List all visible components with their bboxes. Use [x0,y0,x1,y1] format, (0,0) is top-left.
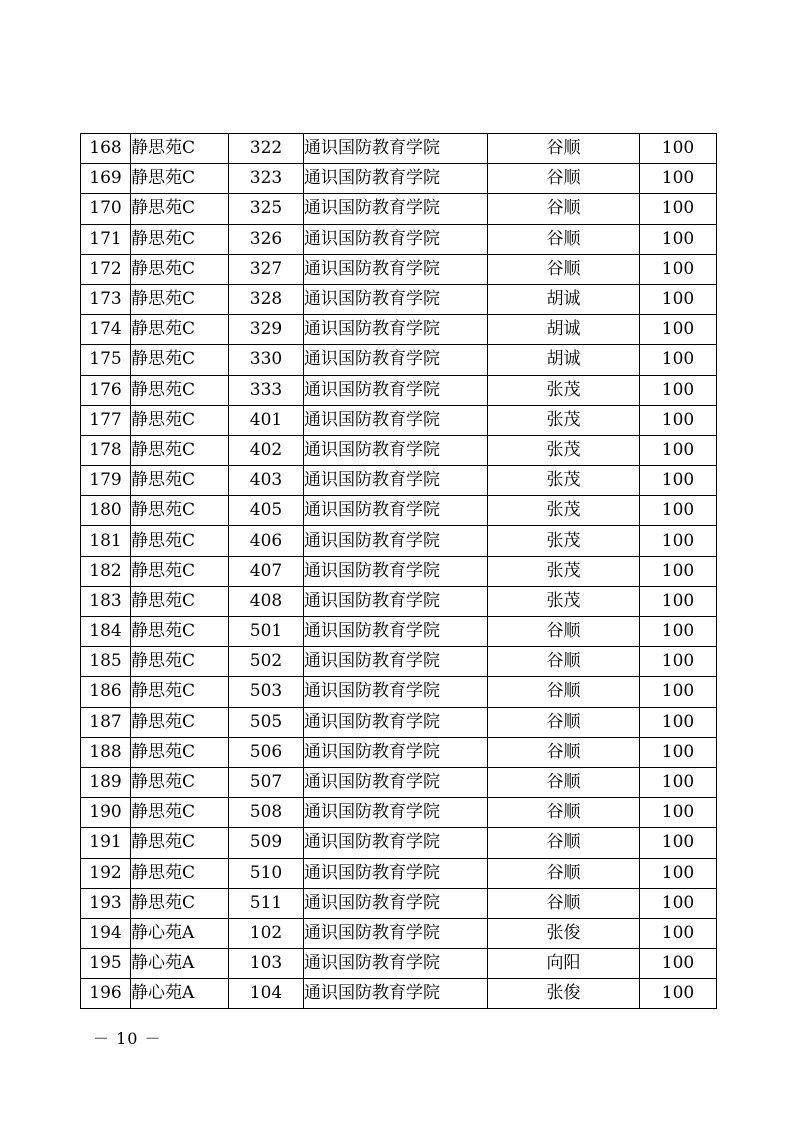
room-number-cell: 511 [229,888,304,918]
inspector-name-cell: 谷顺 [488,798,640,828]
room-number-cell: 103 [229,949,304,979]
score-cell: 100 [640,194,717,224]
building-cell: 静思苑C [131,526,229,556]
score-cell: 100 [640,647,717,677]
score-cell: 100 [640,918,717,948]
building-cell: 静思苑C [131,435,229,465]
building-cell: 静思苑C [131,798,229,828]
building-cell: 静思苑C [131,586,229,616]
inspector-name-cell: 谷顺 [488,647,640,677]
inspector-name-cell: 张茂 [488,496,640,526]
inspector-name-cell: 谷顺 [488,224,640,254]
building-cell: 静思苑C [131,164,229,194]
table-row [81,315,717,345]
building-cell: 静思苑C [131,647,229,677]
room-number-cell: 326 [229,224,304,254]
inspector-name-cell: 谷顺 [488,194,640,224]
table-row [81,194,717,224]
score-cell: 100 [640,134,717,164]
room-number-cell: 329 [229,315,304,345]
college-cell: 通识国防教育学院 [304,134,488,164]
row-index-cell: 191 [81,828,131,858]
room-number-cell: 102 [229,918,304,948]
room-number-cell: 503 [229,677,304,707]
building-cell: 静思苑C [131,224,229,254]
table-row [81,435,717,465]
score-cell: 100 [640,949,717,979]
room-number-cell: 506 [229,737,304,767]
inspector-name-cell: 张茂 [488,375,640,405]
row-index-cell: 194 [81,918,131,948]
inspector-name-cell: 谷顺 [488,677,640,707]
score-cell: 100 [640,496,717,526]
table-row [81,949,717,979]
building-cell: 静思苑C [131,556,229,586]
score-cell: 100 [640,254,717,284]
room-number-cell: 509 [229,828,304,858]
table-row [81,888,717,918]
table-row [81,164,717,194]
row-index-cell: 192 [81,858,131,888]
table-row [81,375,717,405]
row-index-cell: 189 [81,767,131,797]
score-cell: 100 [640,466,717,496]
college-cell: 通识国防教育学院 [304,828,488,858]
row-index-cell: 187 [81,707,131,737]
room-number-cell: 333 [229,375,304,405]
row-index-cell: 175 [81,345,131,375]
table-row [81,134,717,164]
college-cell: 通识国防教育学院 [304,586,488,616]
inspector-name-cell: 胡诚 [488,315,640,345]
room-number-cell: 508 [229,798,304,828]
room-number-cell: 402 [229,435,304,465]
college-cell: 通识国防教育学院 [304,888,488,918]
building-cell: 静思苑C [131,617,229,647]
building-cell: 静思苑C [131,345,229,375]
building-cell: 静心苑A [131,918,229,948]
inspector-name-cell: 张茂 [488,526,640,556]
room-number-cell: 405 [229,496,304,526]
inspector-name-cell: 张俊 [488,918,640,948]
building-cell: 静思苑C [131,315,229,345]
score-cell: 100 [640,435,717,465]
score-cell: 100 [640,375,717,405]
college-cell: 通识国防教育学院 [304,647,488,677]
table-row [81,345,717,375]
row-index-cell: 184 [81,617,131,647]
college-cell: 通识国防教育学院 [304,918,488,948]
college-cell: 通识国防教育学院 [304,375,488,405]
table-row [81,828,717,858]
college-cell: 通识国防教育学院 [304,979,488,1009]
inspector-name-cell: 谷顺 [488,707,640,737]
inspector-name-cell: 张茂 [488,405,640,435]
room-number-cell: 501 [229,617,304,647]
room-number-cell: 408 [229,586,304,616]
table-row [81,586,717,616]
building-cell: 静思苑C [131,707,229,737]
row-index-cell: 173 [81,284,131,314]
table-row [81,737,717,767]
row-index-cell: 196 [81,979,131,1009]
building-cell: 静思苑C [131,767,229,797]
score-cell: 100 [640,556,717,586]
row-index-cell: 182 [81,556,131,586]
inspector-name-cell: 谷顺 [488,254,640,284]
room-number-cell: 330 [229,345,304,375]
table-row [81,677,717,707]
score-cell: 100 [640,164,717,194]
row-index-cell: 178 [81,435,131,465]
row-index-cell: 177 [81,405,131,435]
row-index-cell: 193 [81,888,131,918]
college-cell: 通识国防教育学院 [304,949,488,979]
inspector-name-cell: 谷顺 [488,737,640,767]
college-cell: 通识国防教育学院 [304,435,488,465]
table-body [81,134,717,1009]
inspector-name-cell: 谷顺 [488,134,640,164]
inspector-name-cell: 谷顺 [488,164,640,194]
room-number-cell: 104 [229,979,304,1009]
table-row [81,918,717,948]
inspector-name-cell: 胡诚 [488,284,640,314]
table-row [81,284,717,314]
table-row [81,617,717,647]
room-number-cell: 406 [229,526,304,556]
table-row [81,979,717,1009]
college-cell: 通识国防教育学院 [304,254,488,284]
college-cell: 通识国防教育学院 [304,737,488,767]
building-cell: 静思苑C [131,677,229,707]
building-cell: 静思苑C [131,828,229,858]
score-cell: 100 [640,586,717,616]
row-index-cell: 170 [81,194,131,224]
table-row [81,798,717,828]
table-row [81,556,717,586]
row-index-cell: 190 [81,798,131,828]
room-number-cell: 323 [229,164,304,194]
college-cell: 通识国防教育学院 [304,164,488,194]
room-number-cell: 505 [229,707,304,737]
table-row [81,647,717,677]
table-row [81,767,717,797]
college-cell: 通识国防教育学院 [304,677,488,707]
dormitory-score-table [80,133,717,1009]
building-cell: 静心苑A [131,949,229,979]
table-row [81,858,717,888]
inspector-name-cell: 张茂 [488,435,640,465]
room-number-cell: 407 [229,556,304,586]
college-cell: 通识国防教育学院 [304,526,488,556]
row-index-cell: 186 [81,677,131,707]
row-index-cell: 169 [81,164,131,194]
score-cell: 100 [640,526,717,556]
building-cell: 静思苑C [131,194,229,224]
row-index-cell: 179 [81,466,131,496]
room-number-cell: 327 [229,254,304,284]
score-cell: 100 [640,828,717,858]
inspector-name-cell: 张茂 [488,586,640,616]
building-cell: 静思苑C [131,254,229,284]
inspector-name-cell: 向阳 [488,949,640,979]
table-row [81,526,717,556]
room-number-cell: 328 [229,284,304,314]
table-row [81,496,717,526]
row-index-cell: 188 [81,737,131,767]
row-index-cell: 185 [81,647,131,677]
table-row [81,707,717,737]
table-row [81,254,717,284]
inspector-name-cell: 谷顺 [488,858,640,888]
inspector-name-cell: 谷顺 [488,767,640,797]
score-cell: 100 [640,284,717,314]
building-cell: 静心苑A [131,979,229,1009]
building-cell: 静思苑C [131,405,229,435]
row-index-cell: 176 [81,375,131,405]
college-cell: 通识国防教育学院 [304,315,488,345]
table-row [81,224,717,254]
college-cell: 通识国防教育学院 [304,707,488,737]
inspector-name-cell: 谷顺 [488,828,640,858]
row-index-cell: 180 [81,496,131,526]
row-index-cell: 172 [81,254,131,284]
college-cell: 通识国防教育学院 [304,224,488,254]
college-cell: 通识国防教育学院 [304,345,488,375]
room-number-cell: 502 [229,647,304,677]
college-cell: 通识国防教育学院 [304,858,488,888]
score-cell: 100 [640,767,717,797]
score-cell: 100 [640,315,717,345]
college-cell: 通识国防教育学院 [304,194,488,224]
score-cell: 100 [640,798,717,828]
college-cell: 通识国防教育学院 [304,466,488,496]
college-cell: 通识国防教育学院 [304,767,488,797]
row-index-cell: 168 [81,134,131,164]
score-cell: 100 [640,405,717,435]
score-cell: 100 [640,677,717,707]
building-cell: 静思苑C [131,466,229,496]
table-row [81,466,717,496]
inspector-name-cell: 谷顺 [488,888,640,918]
room-number-cell: 322 [229,134,304,164]
building-cell: 静思苑C [131,888,229,918]
room-number-cell: 325 [229,194,304,224]
college-cell: 通识国防教育学院 [304,617,488,647]
building-cell: 静思苑C [131,134,229,164]
college-cell: 通识国防教育学院 [304,798,488,828]
building-cell: 静思苑C [131,496,229,526]
row-index-cell: 195 [81,949,131,979]
score-cell: 100 [640,707,717,737]
room-number-cell: 510 [229,858,304,888]
score-cell: 100 [640,888,717,918]
row-index-cell: 174 [81,315,131,345]
room-number-cell: 401 [229,405,304,435]
inspector-name-cell: 张茂 [488,556,640,586]
row-index-cell: 171 [81,224,131,254]
inspector-name-cell: 胡诚 [488,345,640,375]
inspector-name-cell: 谷顺 [488,617,640,647]
page-number: － 10 － [93,1029,162,1048]
row-index-cell: 181 [81,526,131,556]
score-cell: 100 [640,224,717,254]
table-row [81,405,717,435]
building-cell: 静思苑C [131,737,229,767]
score-cell: 100 [640,345,717,375]
score-cell: 100 [640,737,717,767]
score-cell: 100 [640,617,717,647]
score-cell: 100 [640,979,717,1009]
building-cell: 静思苑C [131,858,229,888]
room-number-cell: 403 [229,466,304,496]
score-cell: 100 [640,858,717,888]
college-cell: 通识国防教育学院 [304,556,488,586]
row-index-cell: 183 [81,586,131,616]
building-cell: 静思苑C [131,284,229,314]
college-cell: 通识国防教育学院 [304,405,488,435]
college-cell: 通识国防教育学院 [304,496,488,526]
inspector-name-cell: 张俊 [488,979,640,1009]
building-cell: 静思苑C [131,375,229,405]
inspector-name-cell: 张茂 [488,466,640,496]
college-cell: 通识国防教育学院 [304,284,488,314]
room-number-cell: 507 [229,767,304,797]
